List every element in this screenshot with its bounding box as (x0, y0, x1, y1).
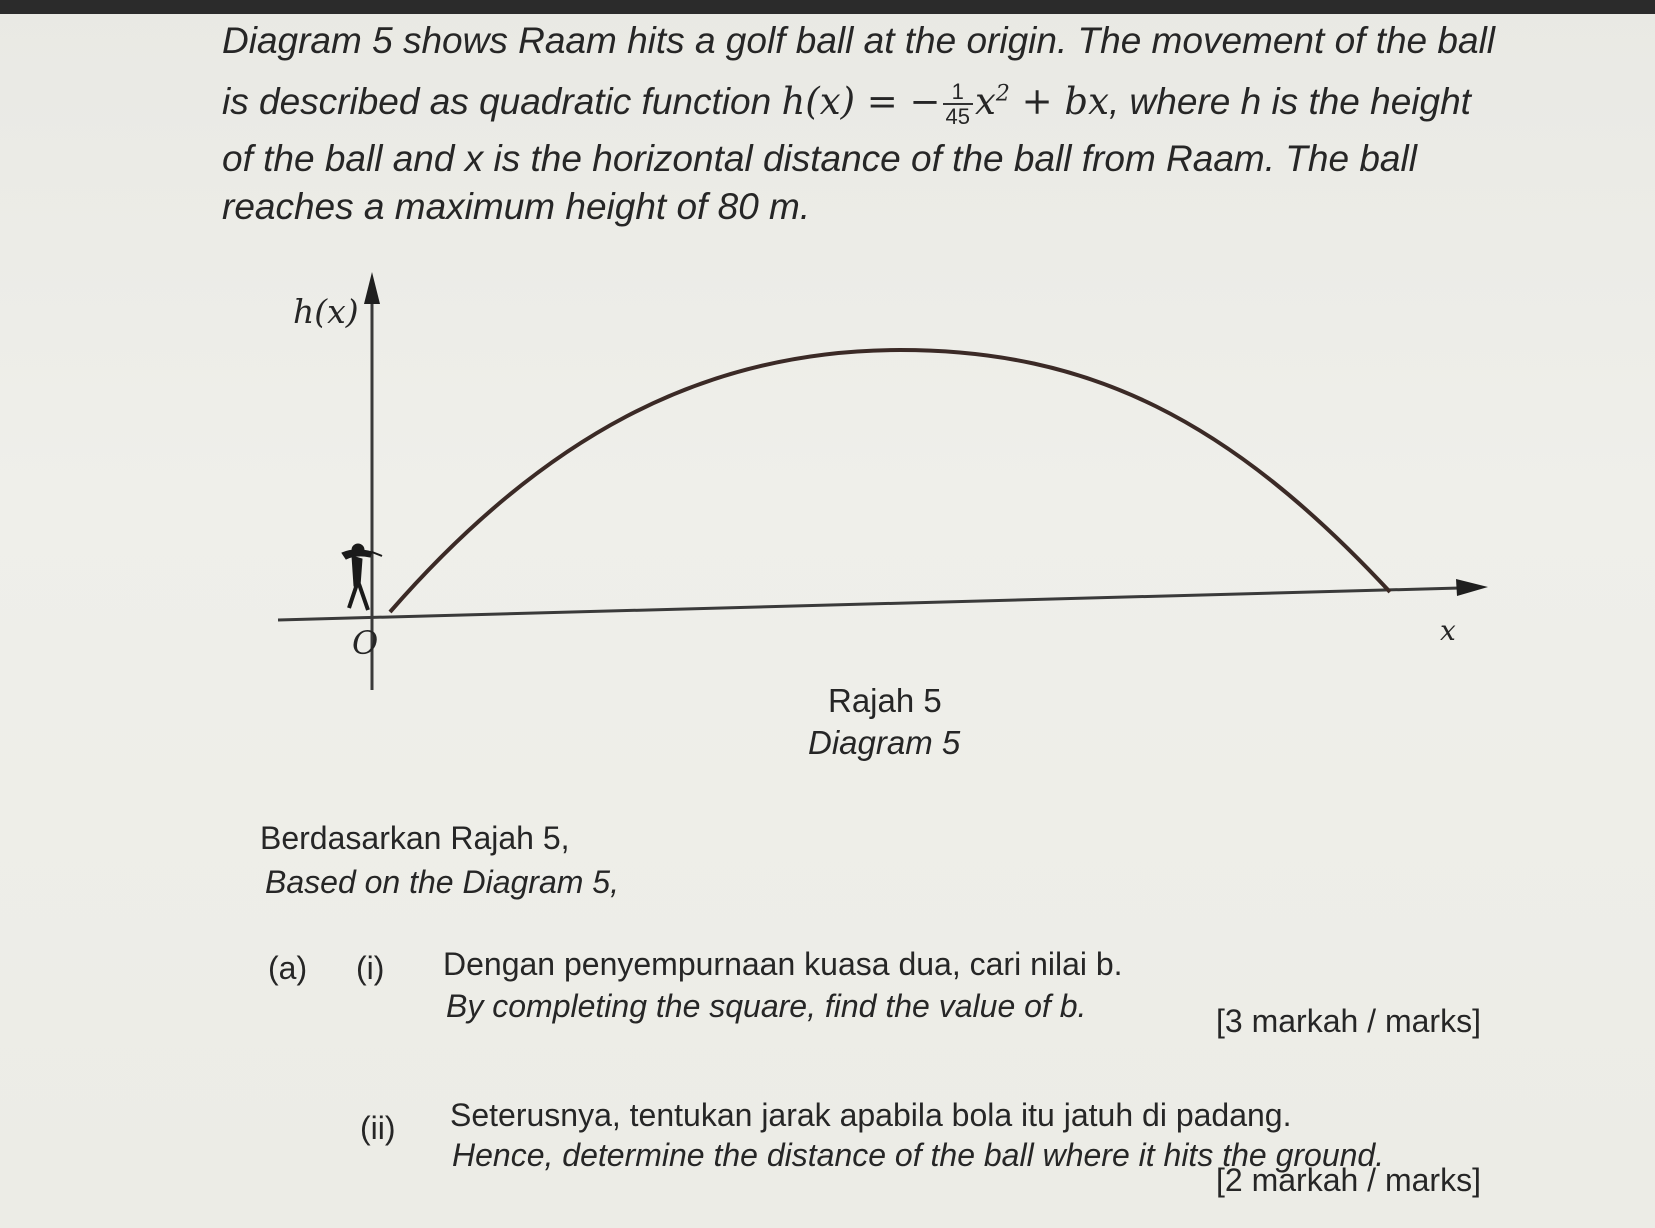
part-i-label: (i) (356, 950, 385, 986)
statement-line-4: reaches a maximum height of 80 m. (222, 186, 811, 227)
golfer-silhouette-icon (342, 544, 382, 610)
part-i-marks: [3 markah / marks] (1216, 1003, 1481, 1039)
part-i-text-english: By completing the square, find the value of b. (446, 988, 1087, 1024)
part-ii-text-english: Hence, determine the distance of the ball where it hits the ground. (452, 1137, 1385, 1173)
function-rest: + bx (1009, 79, 1109, 123)
question-intro-english: Based on the Diagram 5, (265, 864, 619, 900)
part-ii-text-malay: Seterusnya, tentukan jarak apabila bola itu jatuh di padang. (450, 1097, 1292, 1133)
statement-line-2-end: , where h is the height (1108, 80, 1471, 122)
statement-line-1: Diagram 5 shows Raam hits a golf ball at the origin. The movement of the ball (222, 20, 1496, 61)
x-axis (278, 588, 1460, 620)
part-ii-marks: [2 markah / marks] (1216, 1162, 1481, 1198)
part-a-label: (a) (268, 950, 308, 986)
question-intro-malay: Berdasarkan Rajah 5, (260, 820, 570, 856)
function-x: x (975, 79, 996, 123)
fraction-denominator: 45 (945, 104, 971, 130)
ball-trajectory (390, 350, 1390, 612)
function-lhs: h(x) = − (781, 79, 941, 123)
statement-line-3: of the ball and x is the horizontal distance of the ball from Raam. The ball (222, 138, 1417, 179)
statement-line-2-start: is described as quadratic function (222, 80, 782, 122)
y-axis-label: h(x) (293, 292, 359, 331)
part-ii-label: (ii) (360, 1110, 396, 1146)
x-axis-label: x (1440, 614, 1456, 647)
x-axis-arrowhead (1456, 579, 1488, 596)
fraction-numerator: 1 (943, 80, 973, 105)
origin-label: O (352, 624, 379, 662)
function-exponent: 2 (995, 81, 1010, 107)
part-i-text-malay: Dengan penyempurnaan kuasa dua, cari nilai b. (443, 946, 1123, 982)
caption-malay: Rajah 5 (828, 682, 942, 719)
y-axis-arrowhead (364, 272, 380, 304)
caption-english: Diagram 5 (808, 724, 961, 761)
